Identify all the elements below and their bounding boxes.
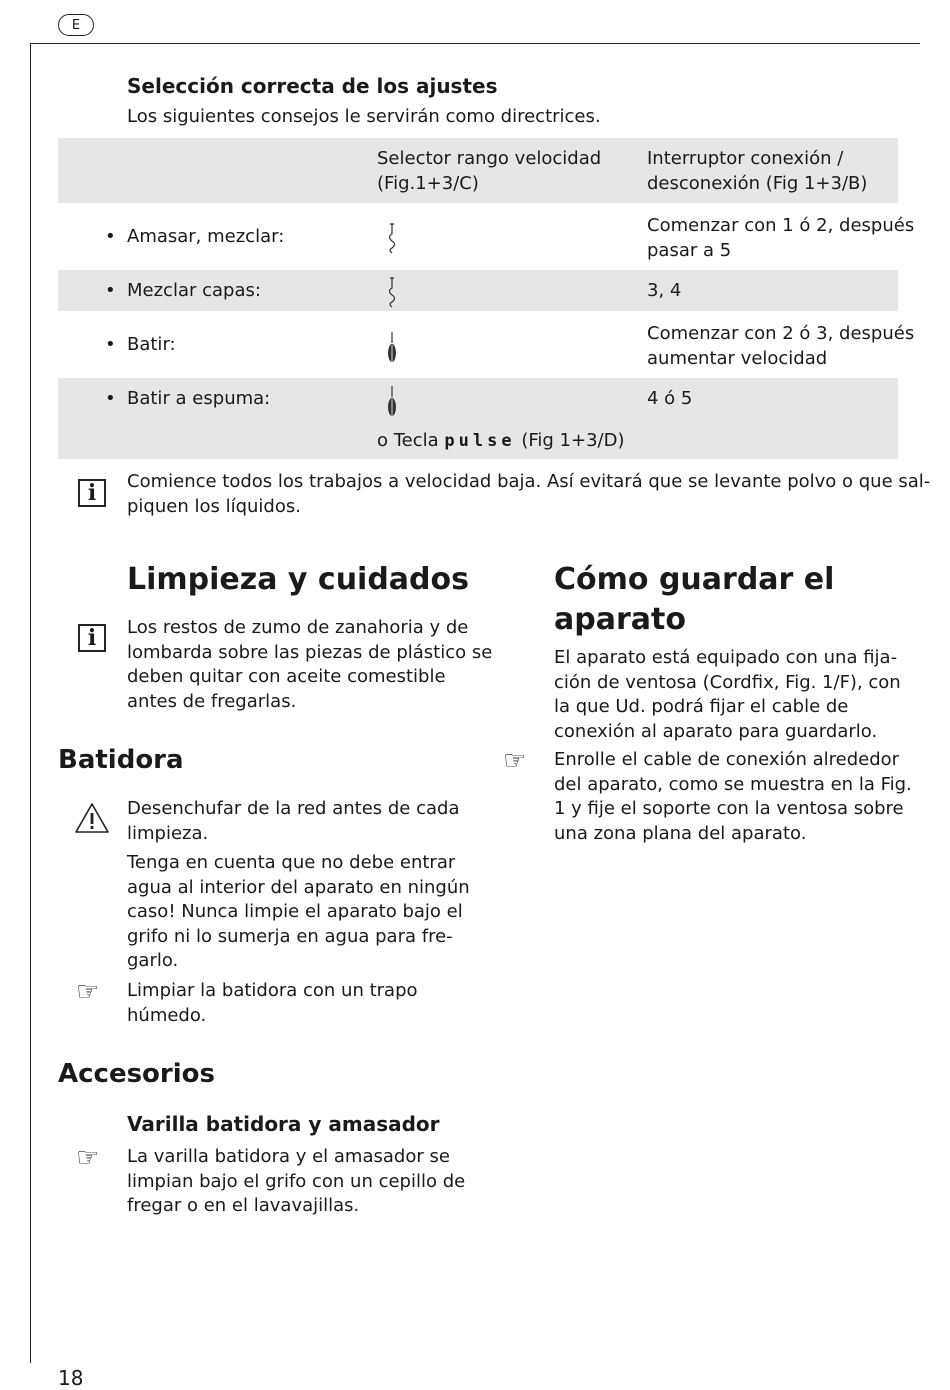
wipe-instruction: Limpiar la batidora con un trapo húmedo.	[127, 980, 418, 1026]
row-label-layers: • Mezclar capas:	[127, 279, 261, 304]
info-icon: i	[78, 479, 106, 507]
pointing-hand-icon: ☞	[503, 746, 527, 776]
settings-intro: Los siguientes consejos le servirán como directrices.	[127, 106, 601, 127]
pointing-hand-icon: ☞	[76, 977, 100, 1007]
page-number: 18	[58, 1366, 84, 1390]
warning-triangle-icon	[74, 802, 110, 834]
speed-note: Comience todos los trabajos a velocidad baja. Así evitará que se levante polvo o que sal- piquen los líquidos.	[127, 471, 931, 517]
whisk-icon	[385, 331, 399, 365]
row-value-beat: Comenzar con 2 ó 3, después aumentar velocidad	[647, 323, 915, 369]
language-badge: E	[58, 14, 94, 36]
accesorios-title: Accesorios	[58, 1059, 215, 1089]
settings-title: Selección correcta de los ajustes	[127, 74, 498, 98]
storage-paragraph: El aparato está equipado con una fija- ción de ventosa (Cordfix, Fig. 1/F), con la que Ud. podrá fijar el cable de conexión al aparato para guardarlo.	[554, 647, 901, 742]
dough-hook-icon	[385, 277, 399, 309]
batidora-title: Batidora	[58, 745, 184, 775]
unplug-warning: Desenchufar de la red antes de cada limpieza.	[127, 798, 460, 844]
row-value-knead: Comenzar con 1 ó 2, después pasar a 5	[647, 215, 915, 261]
cleaning-title: Limpieza y cuidados	[127, 562, 469, 597]
cleaning-info: Los restos de zumo de zanahoria y de lombarda sobre las piezas de plástico se deben quitar con aceite comestible antes de fregarlas.	[127, 617, 493, 712]
row-value-foam: 4 ó 5	[647, 388, 693, 409]
pointing-hand-icon: ☞	[76, 1143, 100, 1173]
accesorios-subtitle: Varilla batidora y amasador	[127, 1112, 440, 1136]
col-speed-header: Selector rango velocidad (Fig.1+3/C)	[377, 148, 602, 194]
col-switch-header: Interruptor conexión / desconexión (Fig 1+3/B)	[647, 148, 868, 194]
storage-instruction: Enrolle el cable de conexión alrededor del aparato, como se muestra en la Fig. 1 y fije el soporte con la ventosa sobre una zona plana del aparato.	[554, 749, 912, 844]
whisk-icon	[385, 385, 399, 419]
margin-rule	[30, 43, 31, 1363]
row-label-knead: • Amasar, mezclar:	[127, 225, 284, 250]
dough-hook-icon	[385, 223, 399, 255]
header-rule	[30, 43, 920, 44]
pulse-row: o Tecla pulse (Fig 1+3/D)	[377, 430, 625, 451]
row-value-layers: 3, 4	[647, 280, 682, 301]
accesorios-instruction: La varilla batidora y el amasador se limpian bajo el grifo con un cepillo de fregar o en el lavavajillas.	[127, 1146, 466, 1216]
row-label-beat: • Batir:	[127, 333, 176, 358]
storage-title: Cómo guardar el aparato	[554, 562, 835, 637]
info-icon: i	[78, 624, 106, 652]
row-label-foam: • Batir a espuma:	[127, 387, 270, 412]
water-warning: Tenga en cuenta que no debe entrar agua al interior del aparato en ningún caso! Nunca limpie el aparato bajo el grifo ni lo sumerja en agua para fre- garlo.	[127, 852, 470, 971]
pulse-key-label: pulse	[444, 431, 516, 451]
